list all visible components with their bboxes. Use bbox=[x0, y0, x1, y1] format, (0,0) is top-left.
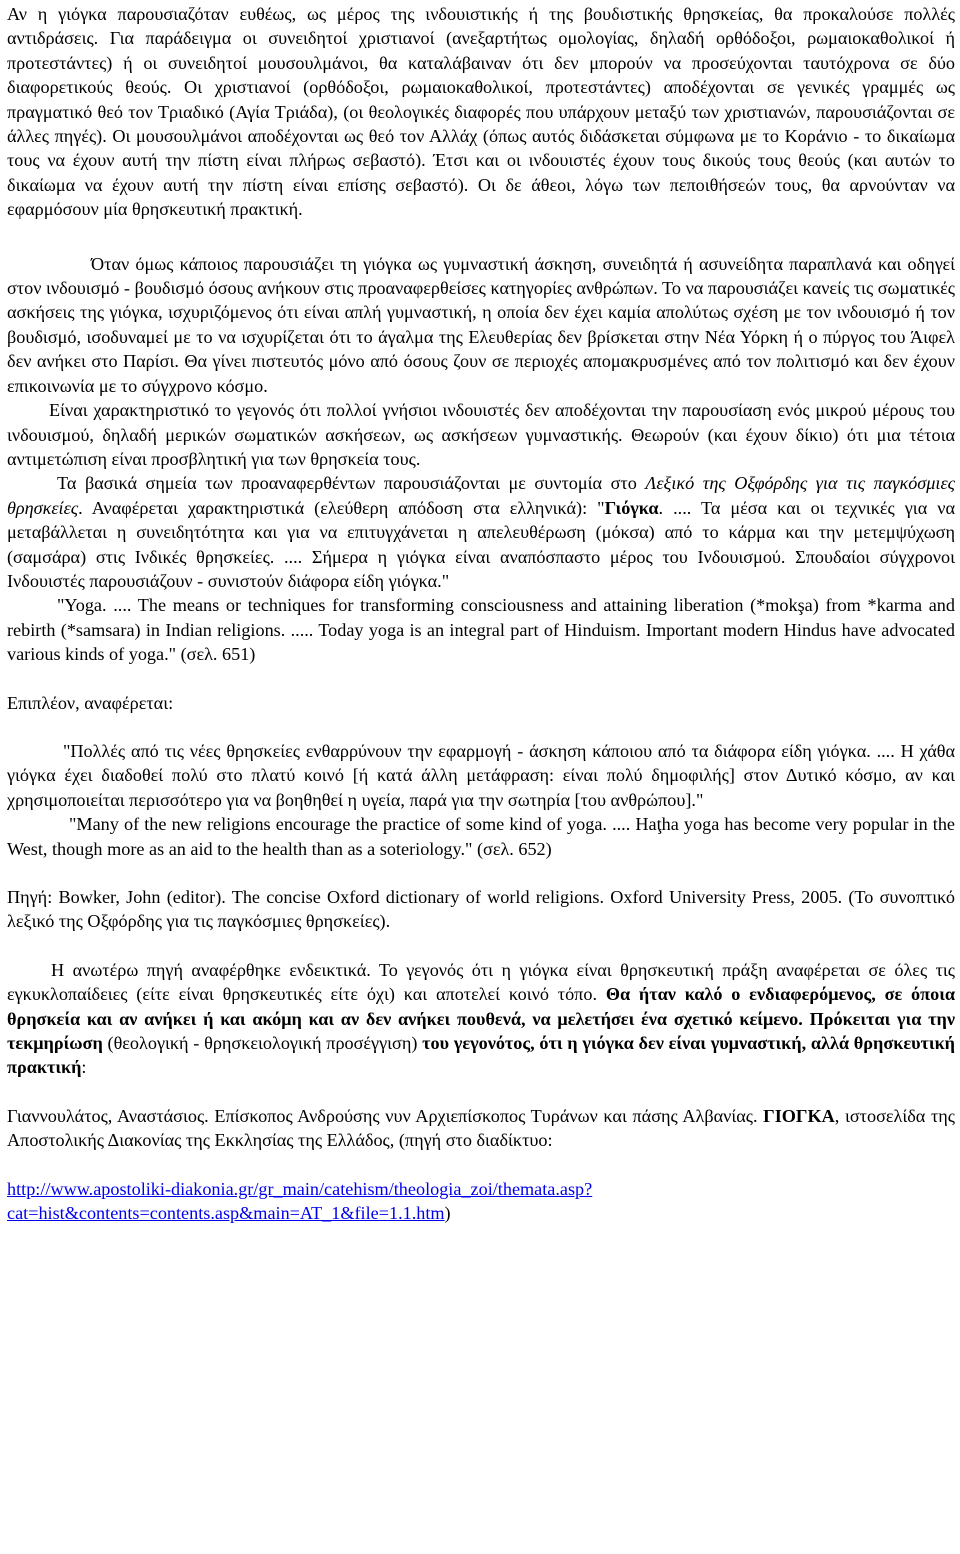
yoga-term-bold: Γιόγκα bbox=[604, 497, 659, 518]
dictionary-title-italic: Λεξικό της Οξφόρδης για τις παγκόσμιες θρησκείες bbox=[7, 473, 955, 518]
source-link-line1[interactable]: http://www.apostoliki-diakonia.gr/gr_main/catehism/theologia_zoi/themata.asp? bbox=[7, 1178, 593, 1199]
spacer bbox=[7, 934, 955, 958]
text-segment: . .... Τα μέσα και οι τεχνικές για να μεταβάλλεται η συνειδητότητα και για να επιτυγχάνεται η απελευθέρωση (μόκσα) από το κάρμα και την μετεμψύχωση (σαμσάρα) στις Ινδικές θρησκείες. .... Σήμερα η γιόγκα είναι αναπόσπαστο μέρος του Ινδουισμού. Σπουδαίοι σύγχρονοι Ινδουιστές παρουσιάζουν - συνιστούν διάφορα είδη γιόγκα." bbox=[7, 497, 955, 591]
paragraph-oxford-dictionary-english: "Yoga. .... The means or techniques for transforming consciousness and attaining liberation (*mokşa) from *karma and rebirth (*samsara) in Indian religions. ..... Today yoga is an integral part of Hinduism. Important modern Hindus have advocated various kinds of yoga." (σελ. 651) bbox=[7, 595, 955, 665]
text-segment: , ιστοσελίδα της Αποστολικής Διακονίας της Εκκλησίας της Ελλάδος, (πηγή στο διαδίκτυο: bbox=[7, 1105, 956, 1151]
text-segment: : bbox=[81, 1057, 87, 1078]
spacer bbox=[7, 222, 955, 252]
spacer bbox=[7, 1080, 955, 1104]
text-segment: Η ανωτέρω πηγή αναφέρθηκε ενδεικτικά. Το γεγονός ότι η γιόγκα είναι θρησκευτική πράξη αναφέρεται σε όλες τις εγκυκλοπαίδειες (είτε είναι θρησκευτικές είτε όχι) και αποτελεί κοινό τόπο. bbox=[7, 959, 955, 1005]
source-link-line2[interactable]: cat=hist&contents=contents.asp&main=AT_1&file=1.1.htm bbox=[7, 1203, 445, 1224]
quote-new-religions-english: "Many of the new religions encourage the practice of some kind of yoga. .... Haţha yoga has become very popular in the West, though more as an aid to the health than as a soteriology." (σελ. 652) bbox=[7, 814, 955, 859]
spacer bbox=[7, 715, 955, 739]
document-page bbox=[7, 2, 955, 1225]
quote-new-religions-greek: "Πολλές από τις νέες θρησκείες ενθαρρύνουν την εφαρμογή - άσκηση κάποιου από τα διάφορα είδη γιόγκα. .... Η χάθα γιόγκα έχει διαδοθεί πολύ στο πλατύ κοινό [ή κατά άλλη μετάφραση: είναι πολύ δημοφιλής] στον Δυτικό κόσμο, αν και χρησιμοποιείται περισσότερο για να βοηθηθεί η υγεία, παρά για την σωτηρία [του ανθρώπου]." bbox=[7, 740, 955, 810]
emphasis-bold: Θα ήταν καλό ο ενδιαφερόμενος, σε όποια θρησκεία και αν ανήκει ή και ακόμη και αν δεν ανήκει πουθενά, να μελετήσει ένα σχετικό κείμενο. Πρόκειται για την τεκμηρίωση bbox=[7, 984, 955, 1054]
text-segment: ) bbox=[444, 1203, 451, 1224]
paragraph-furthermore: Επιπλέον, αναφέρεται: bbox=[7, 692, 174, 713]
paragraph-source-note bbox=[7, 958, 955, 1080]
emphasis-bold: του γεγονότος, ότι η γιόγκα δεν είναι γυμναστική, αλλά θρησκευτική πρακτική bbox=[7, 1033, 955, 1078]
spacer bbox=[7, 667, 955, 691]
text-segment: Τα βασικά σημεία των προαναφερθέντων παρουσιάζονται με συντομία στο bbox=[57, 473, 646, 494]
paragraph-yoga-reactions: Αν η γιόγκα παρουσιαζόταν ευθέως, ως μέρος της ινδουιστικής ή της βουδιστικής θρησκείας, θα προκαλούσε πολλές αντιδράσεις. Για παράδειγμα οι συνειδητοί χριστιανοί (ανεξαρτήτως ομολογίας, δηλαδή ορθόδοξοι, ρωμαιοκαθολικοί ή προτεστάντες) ή οι συνειδητοί μουσουλμάνοι, θα καταλάβαιναν ότι δεν μπορούν να προσεύχονται ταυτόχρονα σε δύο διαφορετικούς θεούς. Οι χριστιανοί (ορθόδοξοι, ρωμαιοκαθολικοί, προτεστάντες) αποδέχονται σε γενικές γραμμές ως πραγματικό θεό τον Τριαδικό (Αγία Τριάδα), (οι θεολογικές διαφορές που υπάρχουν μεταξύ των χριστιανών, παρουσιάζονται σε άλλες πηγές). Οι μουσουλμάνοι αποδέχονται ως θεό τον Αλλάχ (όπως αυτός διδάσκεται σύμφωνα με το Κοράνιο - το δικαίωμα τους να έχουν αυτή την πίστη είναι πλήρως σεβαστό). Έτσι και οι ινδουιστές έχουν τους δικούς τους θεούς (και αυτών το δικαίωμα να έχουν αυτή την πίστη είναι επίσης σεβαστό). Οι δε άθεοι, λόγω των πεποιθήσεών τους, θα αρνούνταν να εφαρμόσουν μία θρησκευτική πρακτική. bbox=[7, 4, 955, 220]
spacer bbox=[7, 861, 955, 885]
paragraph-source-citation: Πηγή: Bowker, John (editor). The concise Oxford dictionary of world religions. Oxford University Press, 2005. (Το συνοπτικό λεξικό της Οξφόρδης για τις παγκόσμιες θρησκείες). bbox=[7, 887, 955, 932]
paragraph-oxford-dictionary-greek bbox=[7, 471, 955, 593]
paragraph-link bbox=[7, 1177, 955, 1226]
yoga-title-bold: ΓΙΟΓΚΑ bbox=[763, 1105, 835, 1126]
text-segment: (θεολογική - θρησκειολογική προσέγγιση) bbox=[102, 1033, 423, 1054]
paragraph-hindus-reaction: Είναι χαρακτηριστικό το γεγονός ότι πολλοί γνήσιοι ινδουιστές δεν αποδέχονται την παρουσίαση ενός μικρού μέρους του ινδουισμού, δηλαδή μερικών σωματικών ασκήσεων, ως ασκήσεων γυμναστικής. Θεωρούν (και έχουν δίκιο) ότι μια τέτοια αντιμετώπιση είναι προσβλητική για των θρησκεία τους. bbox=[7, 400, 955, 469]
text-segment: Γιαννουλάτος, Αναστάσιος. Επίσκοπος Ανδρούσης νυν Αρχιεπίσκοπος Τυράνων και πάσης Αλβανίας. bbox=[7, 1105, 764, 1126]
paragraph-yoga-as-exercise: Όταν όμως κάποιος παρουσιάζει τη γιόγκα ως γυμναστική άσκηση, συνειδητά ή ασυνείδητα παραπλανά και οδηγεί στον ινδουισμό - βουδισμό όσους ανήκουν στις προαναφερθείσες κατηγορίες ανθρώπων. Το να παρουσιάζει κανείς τις σωματικές ασκήσεις της γιόγκα, ισχυριζόμενος ότι είναι απλή γυμναστική, η οποία δεν έχει καμία απολύτως σχέση με τον ινδουισμό ή τον βουδισμό, ισοδυναμεί με το να ισχυρίζεται ότι το άγαλμα της Ελευθερίας δεν βρίσκεται στην Νέα Υόρκη ή ο πύργος του Άιφελ δεν ανήκει στο Παρίσι. Θα γίνει πιστευτός μόνο από όσους ζουν σε περιοχές απομακρυσμένες από τον πολιτισμό και δεν έχουν επικοινωνία με το σύγχρονο κόσμο. bbox=[7, 253, 955, 396]
spacer bbox=[7, 1153, 955, 1177]
text-segment: . Αναφέρεται χαρακτηριστικά (ελεύθερη απόδοση στα ελληνικά): " bbox=[78, 497, 605, 518]
paragraph-reference bbox=[7, 1104, 955, 1153]
